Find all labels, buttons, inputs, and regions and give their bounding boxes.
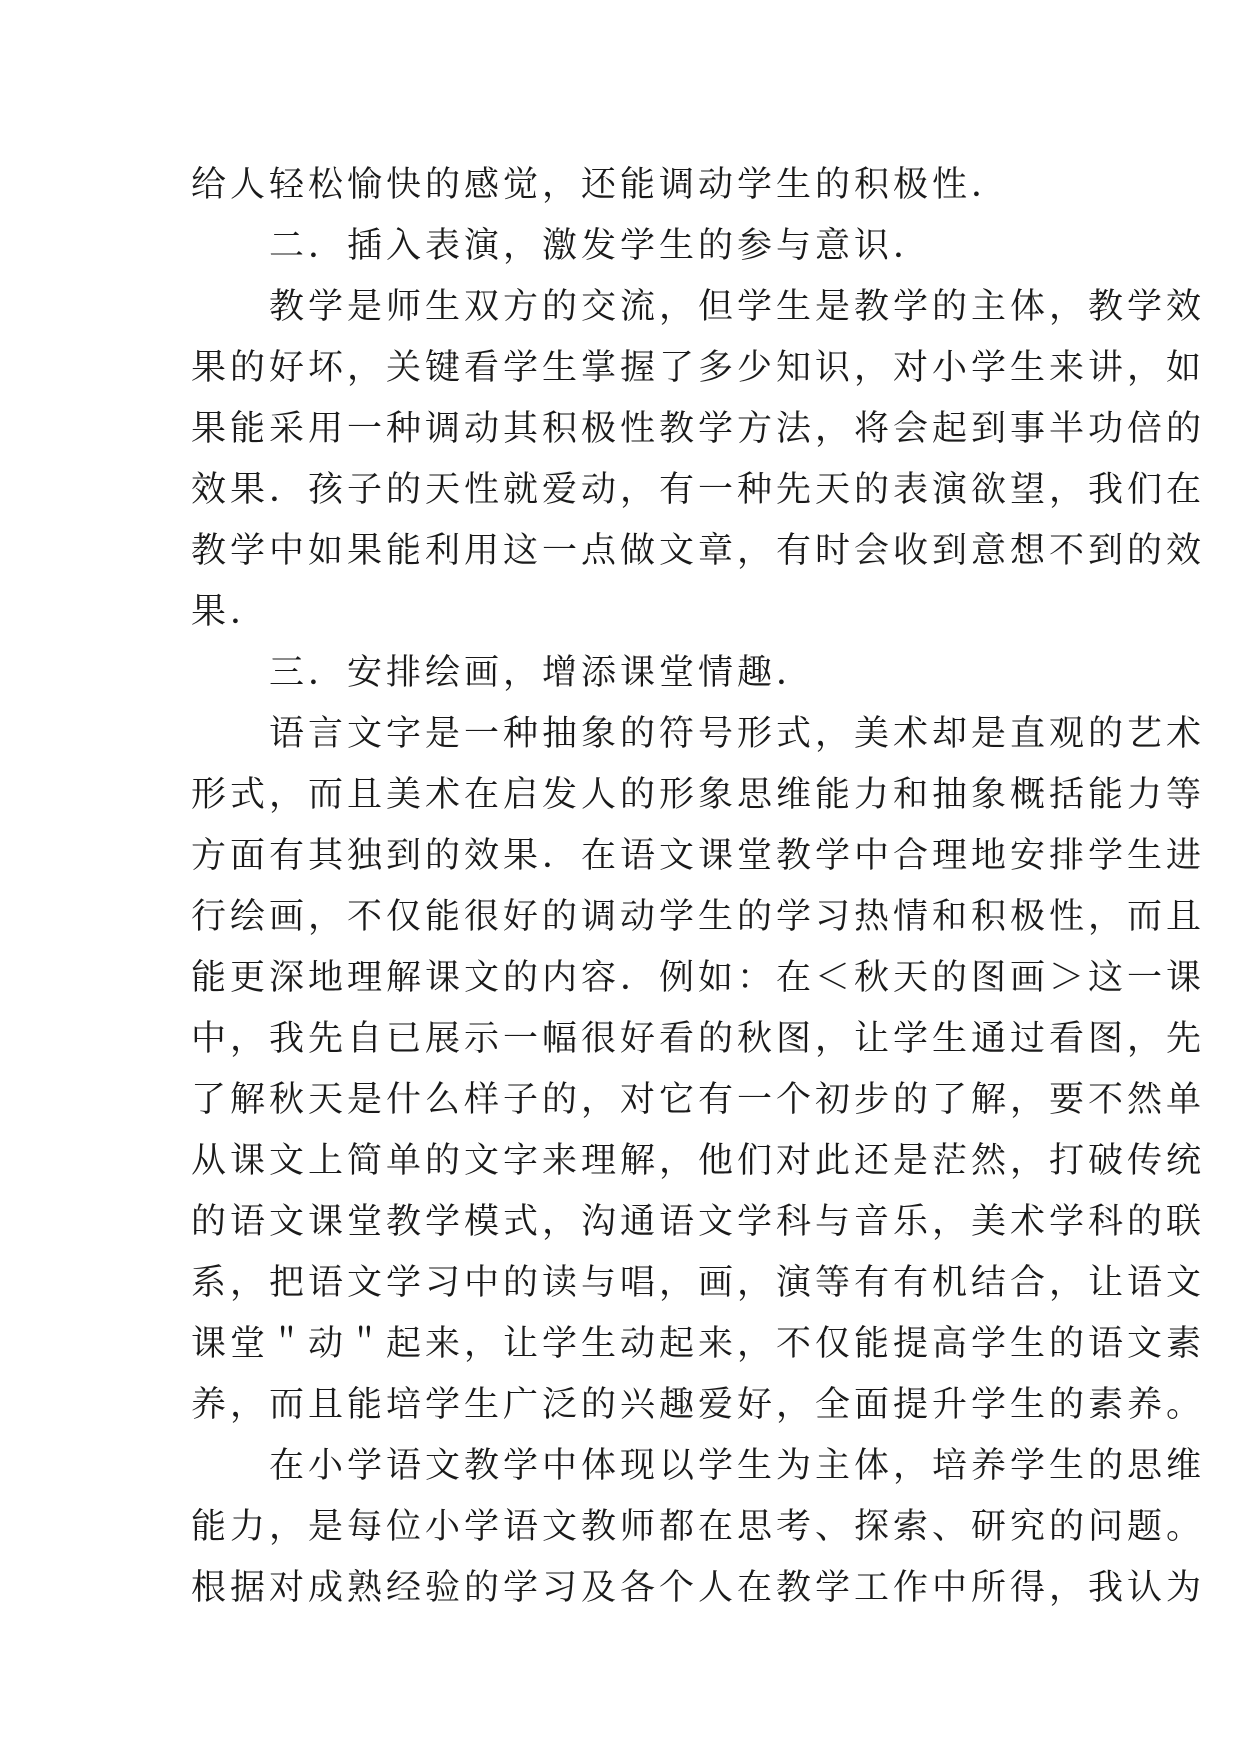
text-line: 行绘画，不仅能很好的调动学生的学习热情和积极性，而且 — [191, 897, 1206, 937]
text-line: 根据对成熟经验的学习及各个人在教学工作中所得，我认为 — [191, 1568, 1206, 1608]
text-line: 教学是师生双方的交流，但学生是教学的主体，教学效 — [269, 287, 1206, 327]
text-line: 果能采用一种调动其积极性教学方法，将会起到事半功倍的 — [191, 409, 1206, 449]
text-line: 能更深地理解课文的内容．例如：在＜秋天的图画＞这一课 — [191, 958, 1206, 998]
text-line: 果． — [191, 592, 270, 632]
text-line: 的语文课堂教学模式，沟通语文学科与音乐，美术学科的联 — [191, 1202, 1206, 1242]
text-line: 效果．孩子的天性就爱动，有一种先天的表演欲望，我们在 — [191, 470, 1206, 510]
text-line: 教学中如果能利用这一点做文章，有时会收到意想不到的效 — [191, 531, 1206, 571]
text-line: 给人轻松愉快的感觉，还能调动学生的积极性． — [191, 165, 1011, 205]
document-body — [191, 155, 1206, 1619]
text-line: 方面有其独到的效果．在语文课堂教学中合理地安排学生进 — [191, 836, 1206, 876]
text-line: 能力，是每位小学语文教师都在思考、探索、研究的问题。 — [191, 1507, 1206, 1547]
section-heading: 三．安排绘画，增添课堂情趣． — [269, 653, 816, 693]
section-heading: 二．插入表演，激发学生的参与意识． — [269, 226, 933, 266]
text-line: 养，而且能培学生广泛的兴趣爱好，全面提升学生的素养。 — [191, 1385, 1206, 1425]
text-line: 系，把语文学习中的读与唱，画，演等有有机结合，让语文 — [191, 1263, 1206, 1303]
text-line: 了解秋天是什么样子的，对它有一个初步的了解，要不然单 — [191, 1080, 1206, 1120]
text-line: 果的好坏，关键看学生掌握了多少知识，对小学生来讲，如 — [191, 348, 1206, 388]
text-line: 形式，而且美术在启发人的形象思维能力和抽象概括能力等 — [191, 775, 1206, 815]
text-line: 课堂＂动＂起来，让学生动起来，不仅能提高学生的语文素 — [191, 1324, 1206, 1364]
text-line: 从课文上简单的文字来理解，他们对此还是茫然，打破传统 — [191, 1141, 1206, 1181]
text-line: 在小学语文教学中体现以学生为主体，培养学生的思维 — [269, 1446, 1206, 1486]
text-line: 中，我先自已展示一幅很好看的秋图，让学生通过看图，先 — [191, 1019, 1206, 1059]
text-line: 语言文字是一种抽象的符号形式，美术却是直观的艺术 — [269, 714, 1206, 754]
